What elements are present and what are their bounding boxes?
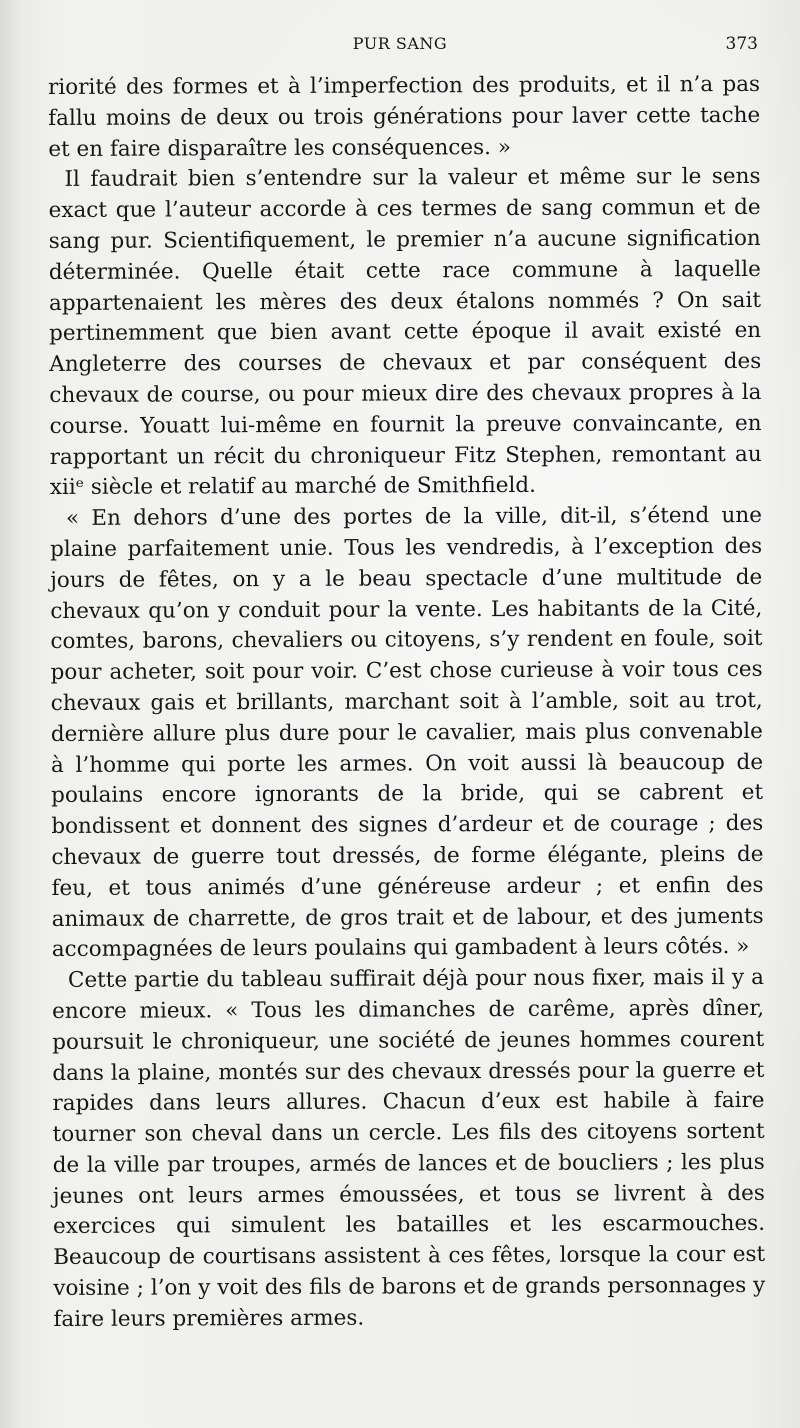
page-number: 373: [725, 34, 758, 54]
paragraph: Cette partie du tableau suffirait déjà pour nous fixer, mais il y a encore mieux. « Tous les dimanches de carême, après dîner, poursuit le chroniqueur, une société de jeunes hommes courent dans la plaine, montés sur des chevaux dressés pour la guerre et rapides dans leurs allures. Chacun d’eux est habile à faire tourner son cheval dans un cercle. Les fils des citoyens sortent de la ville par troupes, armés de lances et de boucliers ; les plus jeunes ont leurs armes émoussées, et tous se livrent à des exercices qui simulent les batailles et les escarmouches. Beaucoup de courtisans assistent à ces fêtes, lorsque la cour est voisine ; l’on y voit des fils de barons et de grands personnages y faire leurs premières armes.: [52, 964, 766, 1332]
body-text: [48, 70, 766, 1336]
paragraph: Il faudrait bien s’entendre sur la valeur et même sur le sens exact que l’auteur accorde à ces termes de sang commun et de sang pur. Scientifiquement, le premier n’a aucune signification déterminée. Quelle était cette race commune à laquelle appartenaient les mères des deux étalons nommés ? On sait pertinemment que bien avant cette époque il avait existé en Angleterre des courses de chevaux et par conséquent des chevaux de course, ou pour mieux dire des chevaux propres à la course. Youatt lui-même en fournit la preuve convaincante, en rapportant un récit du chroniqueur Fitz Stephen, remontant au xiiᵉ siècle et relatif au marché de Smithfield.: [48, 164, 762, 501]
running-title: PUR SANG: [352, 34, 448, 53]
page-header: [40, 34, 760, 58]
paragraph-quotation: « En dehors d’une des portes de la ville, dit-il, s’étend une plaine parfaitement unie. Tous les vendredis, à l’exception des jours de fêtes, on y a le beau spectacle d’une multitude de chevaux qu’on y conduit pour la vente. Les habitants de la Cité, comtes, barons, chevaliers ou citoyens, s’y rendent en foule, soit pour acheter, soit pour voir. C’est chose curieuse à voir tous ces chevaux gais et brillants, marchant soit à l’amble, soit au trot, dernière allure plus dure pour le cavalier, mais plus convenable à l’homme qui porte les armes. On voit aussi là beaucoup de poulains encore ignorants de la bride, qui se cabrent et bondissent et donnent des signes d’ardeur et de courage ; des chevaux de guerre tout dressés, de forme élégante, pleins de feu, et tous animés d’une généreuse ardeur ; et enfin des animaux de charrette, de gros trait et de labour, et des juments accompagnées de leurs poulains qui gambadent à leurs côtés. »: [50, 503, 764, 963]
paragraph-continuation: riorité des formes et à l’imperfection des produits, et il n’a pas fallu moins de deux ou trois générations pour laver cette tache et en faire disparaître les conséquences. »: [48, 71, 761, 162]
